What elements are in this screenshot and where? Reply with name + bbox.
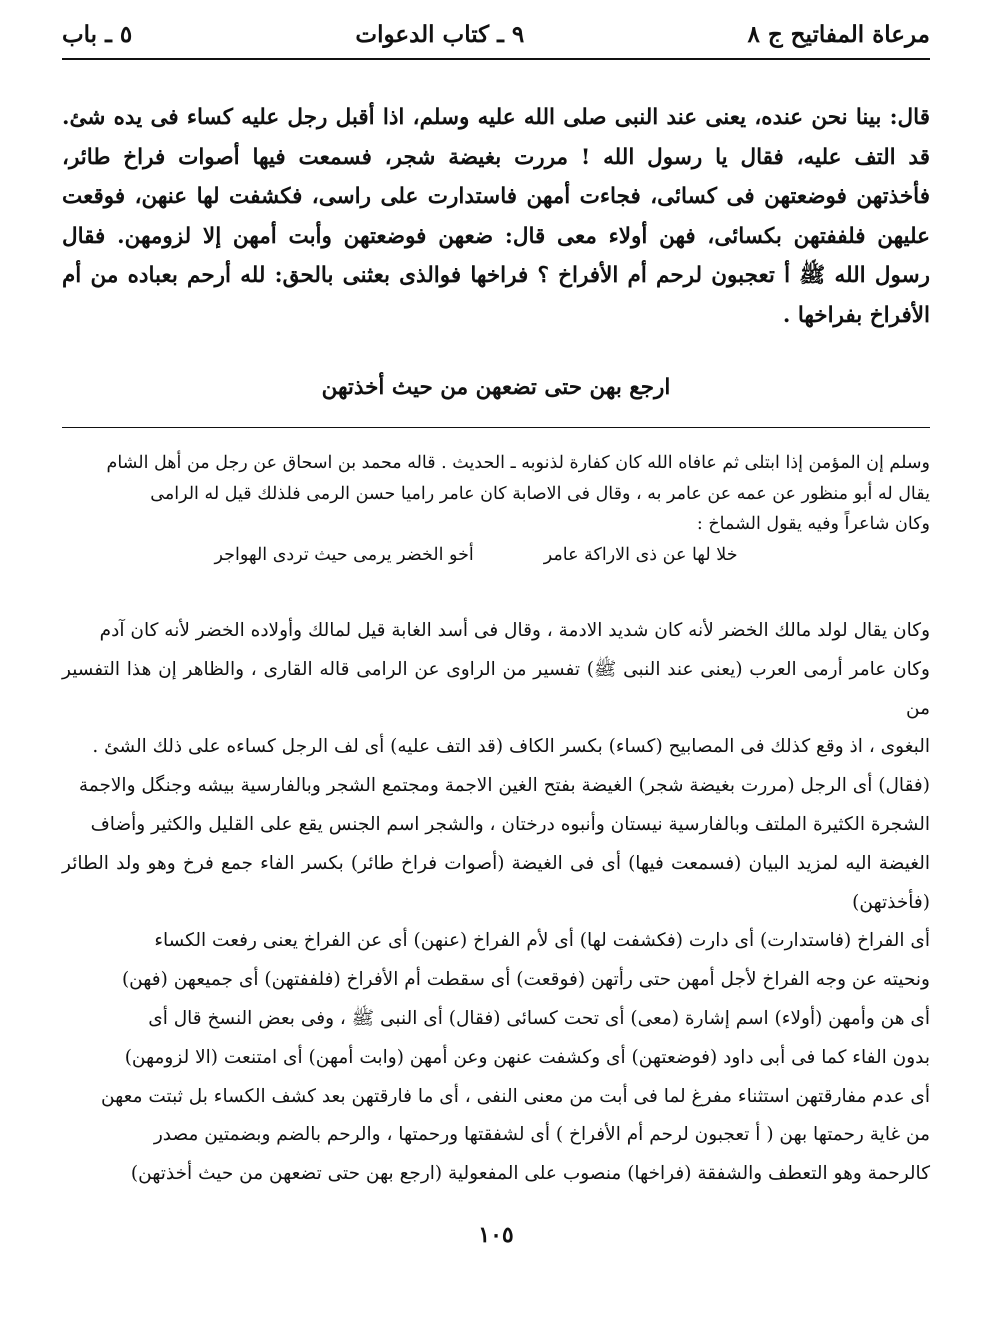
commentary-line: وسلم إن المؤمن إذا ابتلى ثم عافاه الله كان كفارة لذنوبه ـ الحديث . قاله محمد بن اسحاق عن رجل من أهل الشام [106,453,930,473]
commentary-line: (فقال) أى الرجل (مررت بغيضة شجر) الغيضة بفتح الغين الاجمة ومجتمع الشجر وبالفارسية بيشه وجنگل والاجمة [78,775,930,797]
commentary-lower [62,612,930,1194]
commentary-line: بدون الفاء كما فى أبى داود (فوضعتهن) أى وكشفت عنهن وعن أمهن (وابت أمهن) أى امتنعت (الا لزومهن) [124,1046,930,1068]
commentary-upper [62,448,930,570]
poetry-verse [62,540,930,571]
commentary-line: أى هن وأمهن (أولاء) اسم إشارة (معى) أى تحت كسائى (فقال) أى النبى ﷺ ، وفى بعض النسخ قال أى [148,1007,930,1029]
commentary-line: البغوى ، اذ وقع كذلك فى المصابيح (كساء) بكسر الكاف (قد التف عليه) أى لف الرجل كساءه على ذلك الشئ . [92,736,930,758]
header-divider [62,58,930,60]
section-divider [62,427,930,428]
commentary-line: أى عدم مفارقتهن استثناء مفرغ لما فى أبت من معنى النفى ، أى ما فارقتهن بعد كشف الكساء بل ثبتت معهن [101,1085,930,1107]
hadith-closing-line: ارجع بهن حتى تضعهن من حيث أخذتهن [321,375,671,400]
commentary-line: الشجرة الكثيرة الملتف وبالفارسية نيستان وأنبوه درختان ، والشجر اسم الجنس يقع على القليل والكثير وأضاف [90,813,930,835]
commentary-line: وكان يقال لولد مالك الخضر لأنه كان شديد الادمة ، وقال فى أسد الغابة قيل لمالك وأولاده الخضر لأنه كان آدم [99,620,930,641]
commentary-line: وكان شاعراً وفيه يقول الشماخ : [696,514,930,534]
verse-second-hemistich: أخو الخضر يرمى حيث تردى الهواجر [214,544,474,565]
commentary-line: وكان عامر أرمى العرب (يعنى عند النبى ﷺ) تفسير من الراوى عن الرامى قاله القارى ، والظاهر إن هذا التفسير من [62,658,930,719]
running-header [62,14,930,54]
commentary-line: كالرحمة وهو التعطف والشفقة (فراخها) منصوب على المفعولية (ارجع بهن حتى تضعهن من حيث أخذتهن) [130,1163,930,1185]
commentary-line: ونحيته عن وجه الفراخ لأجل أمهن حتى رأتهن (فوقعت) أى سقطت أم الأفراخ (فلففتهن) أى جميعهن (فهن) [121,969,930,991]
verse-first-hemistich: خلا لها عن ذى الاراكة عامر [543,544,738,565]
header-chapter-title: ٩ ـ كتاب الدعوات [355,20,525,48]
header-book-title: مرعاة المفاتيح ج ٨ [747,20,930,48]
header-section-title: ٥ ـ باب [62,20,133,48]
commentary-line: يقال له أبو منظور عن عمه عن عامر به ، وقال فى الاصابة كان عامر راميا حسن الرمى فلذلك قيل له الرامى [150,483,930,504]
commentary-line: أى الفراخ (فاستدارت) أى دارت (فكشفت لها) أى لأم الفراخ (عنهن) أى عن الفراخ يعنى رفعت الكساء [154,930,930,952]
hadith-text: قال: بينا نحن عنده، يعنى عند النبى صلى الله عليه وسلم، اذا أقبل رجل عليه كساء فى يده شئ. قد التف عليه، فقال يا رسول الله ! مررت بغيضة شجر، فسمعت فيها أصوات فراخ طائر، فأخذتهن فوضعتهن فى كسائى، فجاءت أمهن فاستدارت على راسى، فكشفت لها عنهن، فوقعت عليهن فلففتهن بكسائى، فهن أولاء معى قال: ضعهن فوضعتهن وأبت أمهن إلا لزومهن. فقال رسول الله ﷺ أ تعجبون لرحم أم الأفراخ ؟ فراخها فوالذى بعثنى بالحق: لله أرحم بعباده من أم الأفراخ بفراخها . [62,105,930,328]
page-number: ١٠٥ [478,1222,514,1248]
commentary-line: من غاية رحمتها بهن ( أ تعجبون لرحم أم الأفراخ ) أى لشفقتها ورحمتها ، والرحم بالضم وبضمتين مصدر [153,1124,930,1146]
commentary-line: الغيضة اليه لمزيد البيان (فسمعت فيها) أى فى الغيضة (أصوات فراخ طائر) بكسر الفاء جمع فرخ وهو ولد الطائر (فأخذتهن) [62,852,930,913]
